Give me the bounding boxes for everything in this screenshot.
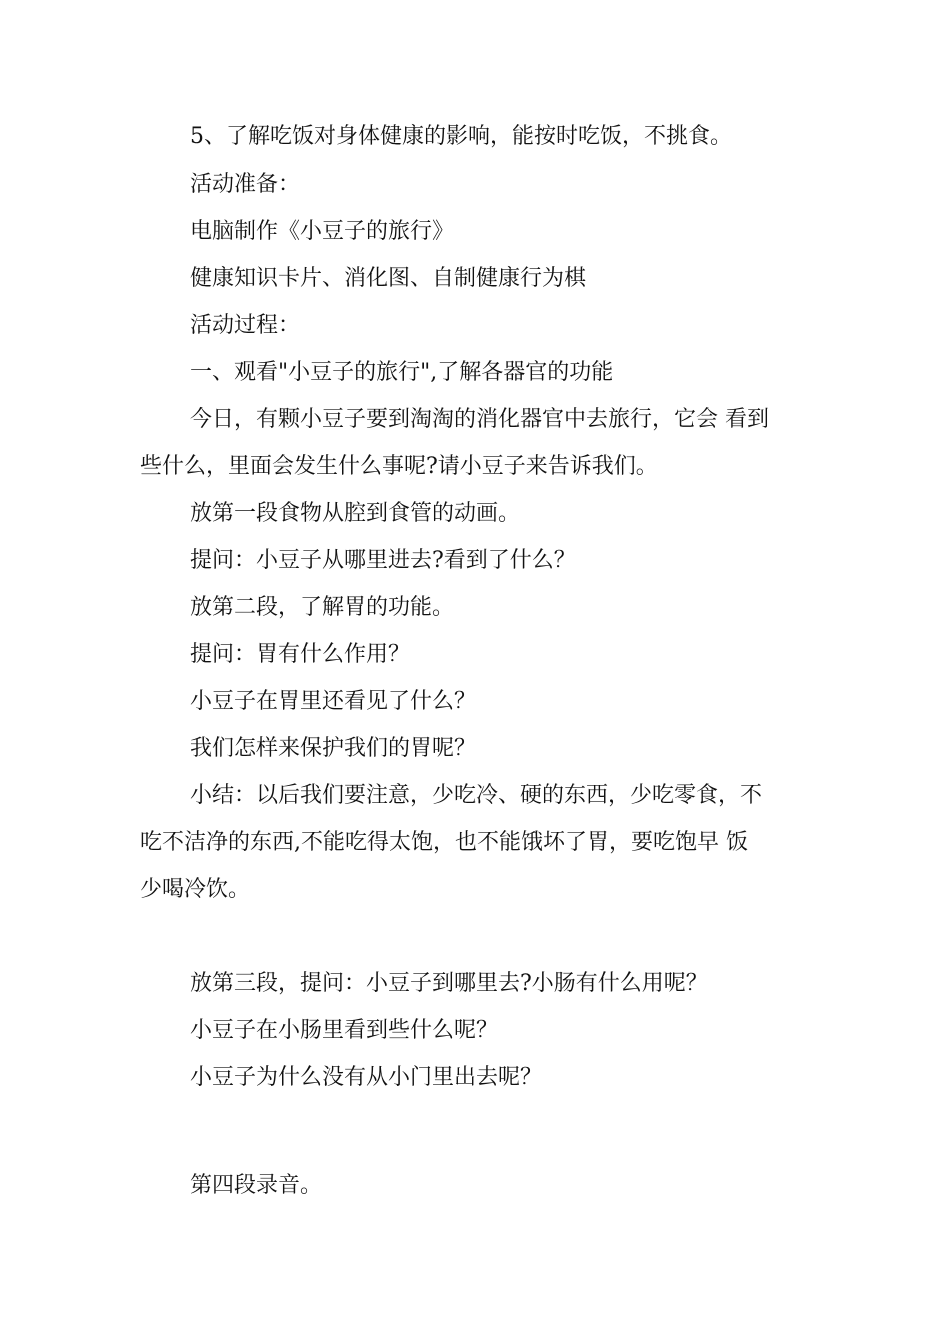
paragraph-segment-3: 放第三段，提问：小豆子到哪里去?小肠有什么用呢？: [190, 971, 708, 996]
paragraph-intro-line-1: 今日，有颗小豆子要到淘淘的消化器官中去旅行，它会 看到: [190, 407, 769, 432]
paragraph-question-6: 小豆子为什么没有从小门里出去呢？: [190, 1065, 543, 1090]
paragraph-question-3: 小豆子在胃里还看见了什么？: [190, 689, 477, 714]
paragraph-question-2: 提问：胃有什么作用？: [190, 642, 411, 667]
heading-activity-preparation: 活动准备：: [190, 172, 301, 197]
paragraph-materials-cards: 健康知识卡片、消化图、自制健康行为棋: [190, 266, 587, 291]
paragraph-segment-1: 放第一段食物从腔到食管的动画。: [190, 501, 521, 526]
paragraph-question-1: 提问：小豆子从哪里进去?看到了什么？: [190, 548, 576, 573]
section-heading-1: 一、观看"小豆子的旅行",了解各器官的功能: [190, 360, 614, 385]
paragraph-summary-line-3: 少喝冷饮。: [140, 877, 251, 902]
paragraph-segment-2: 放第二段，了解胃的功能。: [190, 595, 455, 620]
paragraph-summary-line-2: 吃不洁净的东西,不能吃得太饱，也不能饿坏了胃，要吃饱早 饭: [140, 830, 748, 855]
paragraph-intro-line-2: 些什么，里面会发生什么事呢?请小豆子来告诉我们。: [140, 454, 658, 479]
paragraph-segment-4: 第四段录音。: [190, 1173, 323, 1198]
heading-activity-process: 活动过程：: [190, 313, 301, 338]
paragraph-summary-line-1: 小结：以后我们要注意，少吃冷、硬的东西，少吃零食，不: [190, 783, 763, 808]
paragraph-goal-5: 5、了解吃饭对身体健康的影响，能按时吃饭，不挑食。: [190, 124, 732, 149]
paragraph-question-5: 小豆子在小肠里看到些什么呢？: [190, 1018, 499, 1043]
paragraph-question-4: 我们怎样来保护我们的胃呢？: [190, 736, 477, 761]
paragraph-materials-animation: 电脑制作《小豆子的旅行》: [190, 219, 455, 244]
